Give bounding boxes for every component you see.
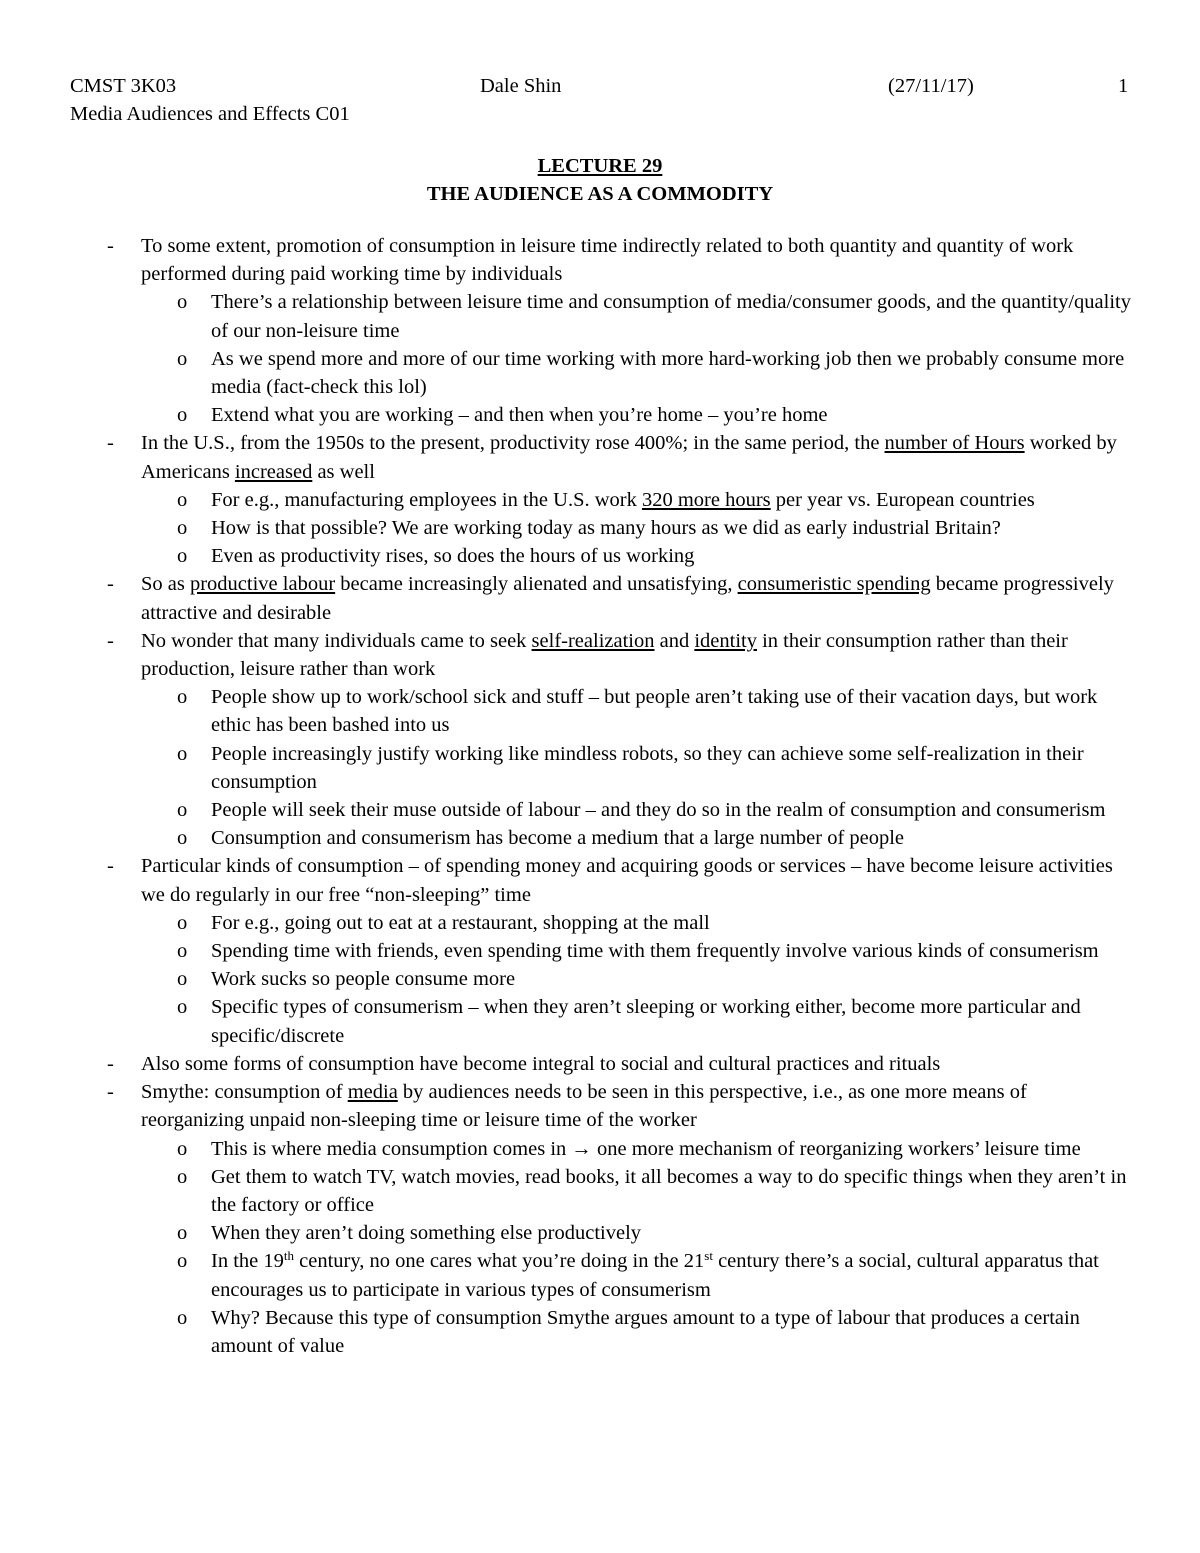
dash-marker: - bbox=[107, 629, 114, 652]
bullet-item bbox=[0, 627, 1131, 683]
sub-bullet-item bbox=[0, 740, 1131, 796]
underlined-text: self-realization bbox=[531, 629, 655, 652]
note-text: by audiences needs to be seen in this perspective, i.e., as one more means of reorganizing unpaid non-sleeping time or leisure time of the worker bbox=[141, 1081, 1027, 1132]
circle-marker: o bbox=[177, 827, 188, 850]
sub-bullet-item bbox=[0, 796, 1131, 824]
note-text: became increasingly alienated and unsatisfying, bbox=[335, 573, 738, 596]
note-text: Work sucks so people consume more bbox=[211, 968, 516, 991]
note-text: per year vs. European countries bbox=[770, 488, 1035, 511]
note-text: as well bbox=[312, 460, 375, 483]
bullet-item bbox=[0, 1078, 1131, 1134]
note-text: For e.g., manufacturing employees in the U.S. work bbox=[211, 488, 642, 511]
note-text: People will seek their muse outside of labour – and they do so in the realm of consumption and consumerism bbox=[211, 799, 1106, 822]
sub-bullet-item bbox=[0, 401, 1131, 429]
sub-bullet-item bbox=[0, 486, 1131, 514]
sub-bullet-item bbox=[0, 824, 1131, 852]
note-text: Also some forms of consumption have become integral to social and cultural practices and rituals bbox=[141, 1052, 941, 1075]
underlined-text: identity bbox=[694, 629, 757, 652]
note-text: So as bbox=[141, 573, 190, 596]
underlined-text: 320 more hours bbox=[641, 488, 771, 511]
sub-bullet-item bbox=[0, 683, 1131, 739]
note-text: There’s a relationship between leisure time and consumption of media/consumer goods, and the quantity/quality of our non-leisure time bbox=[211, 291, 1131, 342]
circle-marker: o bbox=[177, 996, 188, 1019]
circle-marker: o bbox=[177, 1137, 188, 1160]
note-text: in their consumption rather than their production, leisure rather than work bbox=[141, 629, 1068, 681]
circle-marker: o bbox=[177, 1250, 188, 1273]
circle-marker: o bbox=[177, 1165, 188, 1188]
sub-bullet-item bbox=[0, 288, 1131, 344]
note-text: For e.g., going out to eat at a restaurant, shopping at the mall bbox=[211, 911, 710, 934]
sub-bullet-item bbox=[0, 1135, 1131, 1163]
underlined-text: consumeristic spending bbox=[737, 573, 931, 596]
bullet-item bbox=[0, 232, 1131, 288]
bullet-item bbox=[0, 852, 1131, 908]
circle-marker: o bbox=[177, 1222, 188, 1245]
superscript-text: th bbox=[283, 1248, 294, 1264]
circle-marker: o bbox=[177, 488, 188, 511]
note-text: Get them to watch TV, watch movies, read books, it all becomes a way to do specific things when they aren’t in the factory or office bbox=[211, 1165, 1127, 1216]
note-text: Consumption and consumerism has become a medium that a large number of people bbox=[211, 827, 905, 850]
note-text: Why? Because this type of consumption Smythe argues amount to a type of labour that produces a certain amount of value bbox=[211, 1306, 1080, 1357]
circle-marker: o bbox=[177, 404, 188, 427]
dash-marker: - bbox=[107, 235, 114, 257]
dash-marker: - bbox=[107, 855, 114, 878]
underlined-text: productive labour bbox=[189, 573, 336, 596]
lecture-title-block bbox=[0, 152, 1200, 208]
sub-bullet-item bbox=[0, 542, 1131, 570]
dash-marker: - bbox=[107, 573, 114, 596]
sub-bullet-item bbox=[0, 345, 1131, 401]
note-text: century there’s a social, cultural apparatus that encourages us to participate in various types of consumerism bbox=[211, 1250, 1099, 1301]
circle-marker: o bbox=[177, 968, 188, 991]
sub-bullet-item bbox=[0, 993, 1131, 1049]
circle-marker: o bbox=[177, 940, 188, 963]
sub-bullet-item bbox=[0, 1247, 1131, 1303]
lecture-notes-list bbox=[0, 232, 1200, 1360]
note-text: People increasingly justify working like mindless robots, so they can achieve some self-realization in their consumption bbox=[211, 742, 1084, 793]
note-text: When they aren’t doing something else productively bbox=[211, 1222, 642, 1245]
dash-marker: - bbox=[107, 1081, 114, 1104]
sub-bullet-item bbox=[0, 965, 1131, 993]
note-text: People show up to work/school sick and stuff – but people aren’t taking use of their vacation days, but work ethic has been bashed into us bbox=[211, 686, 1098, 737]
note-text: In the U.S., from the 1950s to the present, productivity rose 400%; in the same period, the bbox=[141, 432, 885, 455]
note-text: Specific types of consumerism – when they aren’t sleeping or working either, become more particular and specific/discrete bbox=[211, 996, 1081, 1047]
note-text: Particular kinds of consumption – of spending money and acquiring goods or services – have become leisure activities we do regularly in our free “non-sleeping” time bbox=[141, 855, 1113, 906]
note-text: How is that possible? We are working today as many hours as we did as early industrial Britain? bbox=[211, 517, 1001, 540]
circle-marker: o bbox=[177, 347, 188, 370]
course-name: Media Audiences and Effects C01 bbox=[70, 103, 350, 125]
sub-bullet-item bbox=[0, 514, 1131, 542]
page-number: 1 bbox=[1118, 75, 1129, 97]
sub-bullet-item bbox=[0, 1219, 1131, 1247]
circle-marker: o bbox=[177, 686, 188, 709]
circle-marker: o bbox=[177, 799, 188, 822]
dash-marker: - bbox=[107, 1052, 114, 1075]
underlined-text: media bbox=[347, 1081, 398, 1104]
dash-marker: - bbox=[107, 432, 114, 455]
note-text: To some extent, promotion of consumption in leisure time indirectly related to both quantity and quantity of work performed during paid working time by individuals bbox=[141, 235, 1074, 286]
note-text: No wonder that many individuals came to seek bbox=[141, 629, 532, 652]
course-code: CMST 3K03 bbox=[70, 75, 177, 97]
note-text: Spending time with friends, even spending time with them frequently involve various kinds of consumerism bbox=[211, 940, 1099, 963]
author-name: Dale Shin bbox=[480, 75, 562, 97]
superscript-text: st bbox=[704, 1248, 713, 1264]
document-date: (27/11/17) bbox=[888, 75, 974, 97]
bullet-item bbox=[0, 429, 1131, 485]
circle-marker: o bbox=[177, 1306, 188, 1329]
sub-bullet-item bbox=[0, 909, 1131, 937]
circle-marker: o bbox=[177, 911, 188, 934]
lecture-subtitle: THE AUDIENCE AS A COMMODITY bbox=[426, 183, 774, 205]
note-text: This is where media consumption comes in → one more mechanism of reorganizing workers’ leisure time bbox=[211, 1137, 1081, 1160]
underlined-text: increased bbox=[234, 460, 313, 483]
note-text: In the 19 bbox=[211, 1250, 284, 1273]
note-text: century, no one cares what you’re doing in the 21 bbox=[294, 1250, 705, 1273]
circle-marker: o bbox=[177, 545, 188, 568]
note-text: Extend what you are working – and then when you’re home – you’re home bbox=[211, 404, 828, 427]
note-text: became progressively attractive and desirable bbox=[141, 573, 1114, 624]
circle-marker: o bbox=[177, 291, 188, 314]
note-text: Smythe: consumption of bbox=[141, 1081, 348, 1104]
sub-bullet-item bbox=[0, 1163, 1131, 1219]
note-text: As we spend more and more of our time working with more hard-working job then we probably consume more media (fact-check this lol) bbox=[211, 347, 1125, 399]
underlined-text: number of Hours bbox=[884, 432, 1025, 455]
bullet-item bbox=[0, 1050, 1131, 1078]
sub-bullet-item bbox=[0, 1304, 1131, 1360]
sub-bullet-item bbox=[0, 937, 1131, 965]
note-text: worked by Americans bbox=[141, 432, 1117, 483]
bullet-item bbox=[0, 570, 1131, 626]
lecture-number: LECTURE 29 bbox=[537, 155, 663, 177]
note-text: Even as productivity rises, so does the hours of us working bbox=[211, 545, 695, 568]
circle-marker: o bbox=[177, 517, 188, 540]
circle-marker: o bbox=[177, 742, 188, 765]
note-text: and bbox=[654, 629, 695, 652]
